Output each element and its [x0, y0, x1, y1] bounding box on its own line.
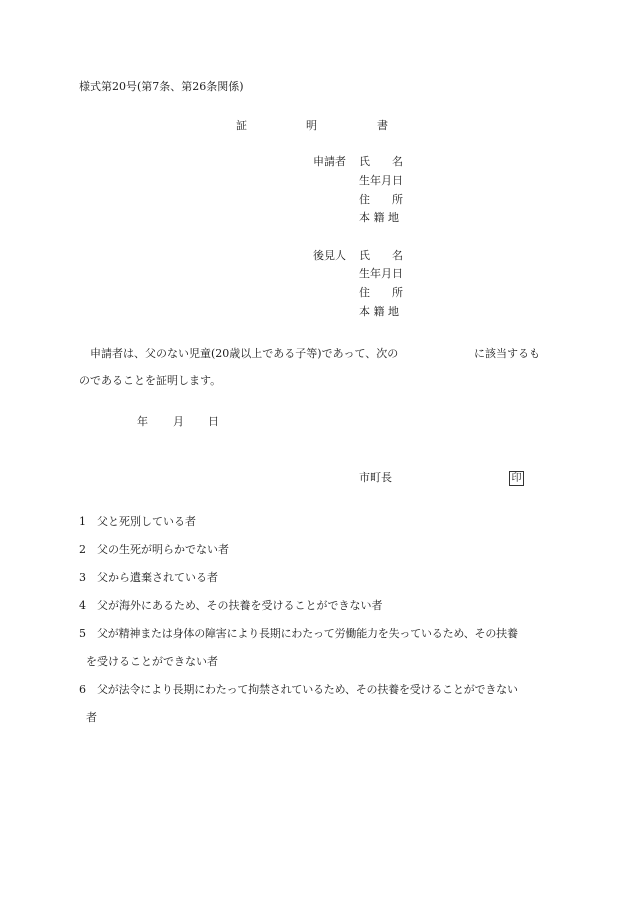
list-item-text: 父の生死が明らかでない者 — [97, 543, 229, 556]
statement-line-2: のであることを証明します。 — [79, 374, 222, 387]
list-item-number: 1 — [79, 515, 86, 528]
title-char-3: 書 — [377, 119, 388, 132]
statement-line-1: 申請者は、父のない児童(20歳以上である子等)であって、次の — [90, 347, 399, 360]
mayor-label: 市町長 — [359, 471, 392, 484]
applicant-domicile-label: 本 籍 地 — [359, 211, 399, 224]
title-char-2: 明 — [306, 119, 317, 132]
guardian-address-label: 住 所 — [359, 286, 403, 299]
guardian-name-label: 氏 名 — [359, 249, 403, 262]
list-item-number: 2 — [79, 543, 86, 556]
list-item-text: 父が海外にあるため、その扶養を受けることができない者 — [97, 599, 383, 612]
list-item-continuation: を受けることができない者 — [86, 655, 218, 668]
title-char-1: 証 — [236, 119, 247, 132]
applicant-address-label: 住 所 — [359, 193, 403, 206]
guardian-role-label: 後見人 — [313, 249, 346, 262]
guardian-domicile-label: 本 籍 地 — [359, 305, 399, 318]
guardian-birthdate-label: 生年月日 — [359, 267, 403, 280]
date-month-label: 月 — [173, 415, 184, 428]
list-item-text: 父が法令により長期にわたって拘禁されているため、その扶養を受けることができない — [97, 683, 518, 696]
date-year-label: 年 — [137, 415, 148, 428]
seal-mark: 印 — [509, 471, 524, 486]
list-item-number: 6 — [79, 683, 86, 696]
list-item-text: 父から遺棄されている者 — [97, 571, 218, 584]
applicant-role-label: 申請者 — [313, 155, 346, 168]
list-item-number: 4 — [79, 599, 86, 612]
applicant-name-label: 氏 名 — [359, 155, 403, 168]
applicant-birthdate-label: 生年月日 — [359, 174, 403, 187]
list-item-text: 父が精神または身体の障害により長期にわたって労働能力を失っているため、その扶養 — [97, 627, 518, 640]
date-day-label: 日 — [208, 415, 219, 428]
list-item-number: 5 — [79, 627, 86, 640]
statement-line-1-end: に該当するも — [474, 347, 540, 360]
list-item-continuation: 者 — [86, 711, 97, 724]
list-item-text: 父と死別している者 — [97, 515, 196, 528]
list-item-number: 3 — [79, 571, 86, 584]
form-number-label: 様式第20号(第7条、第26条関係) — [79, 80, 244, 93]
